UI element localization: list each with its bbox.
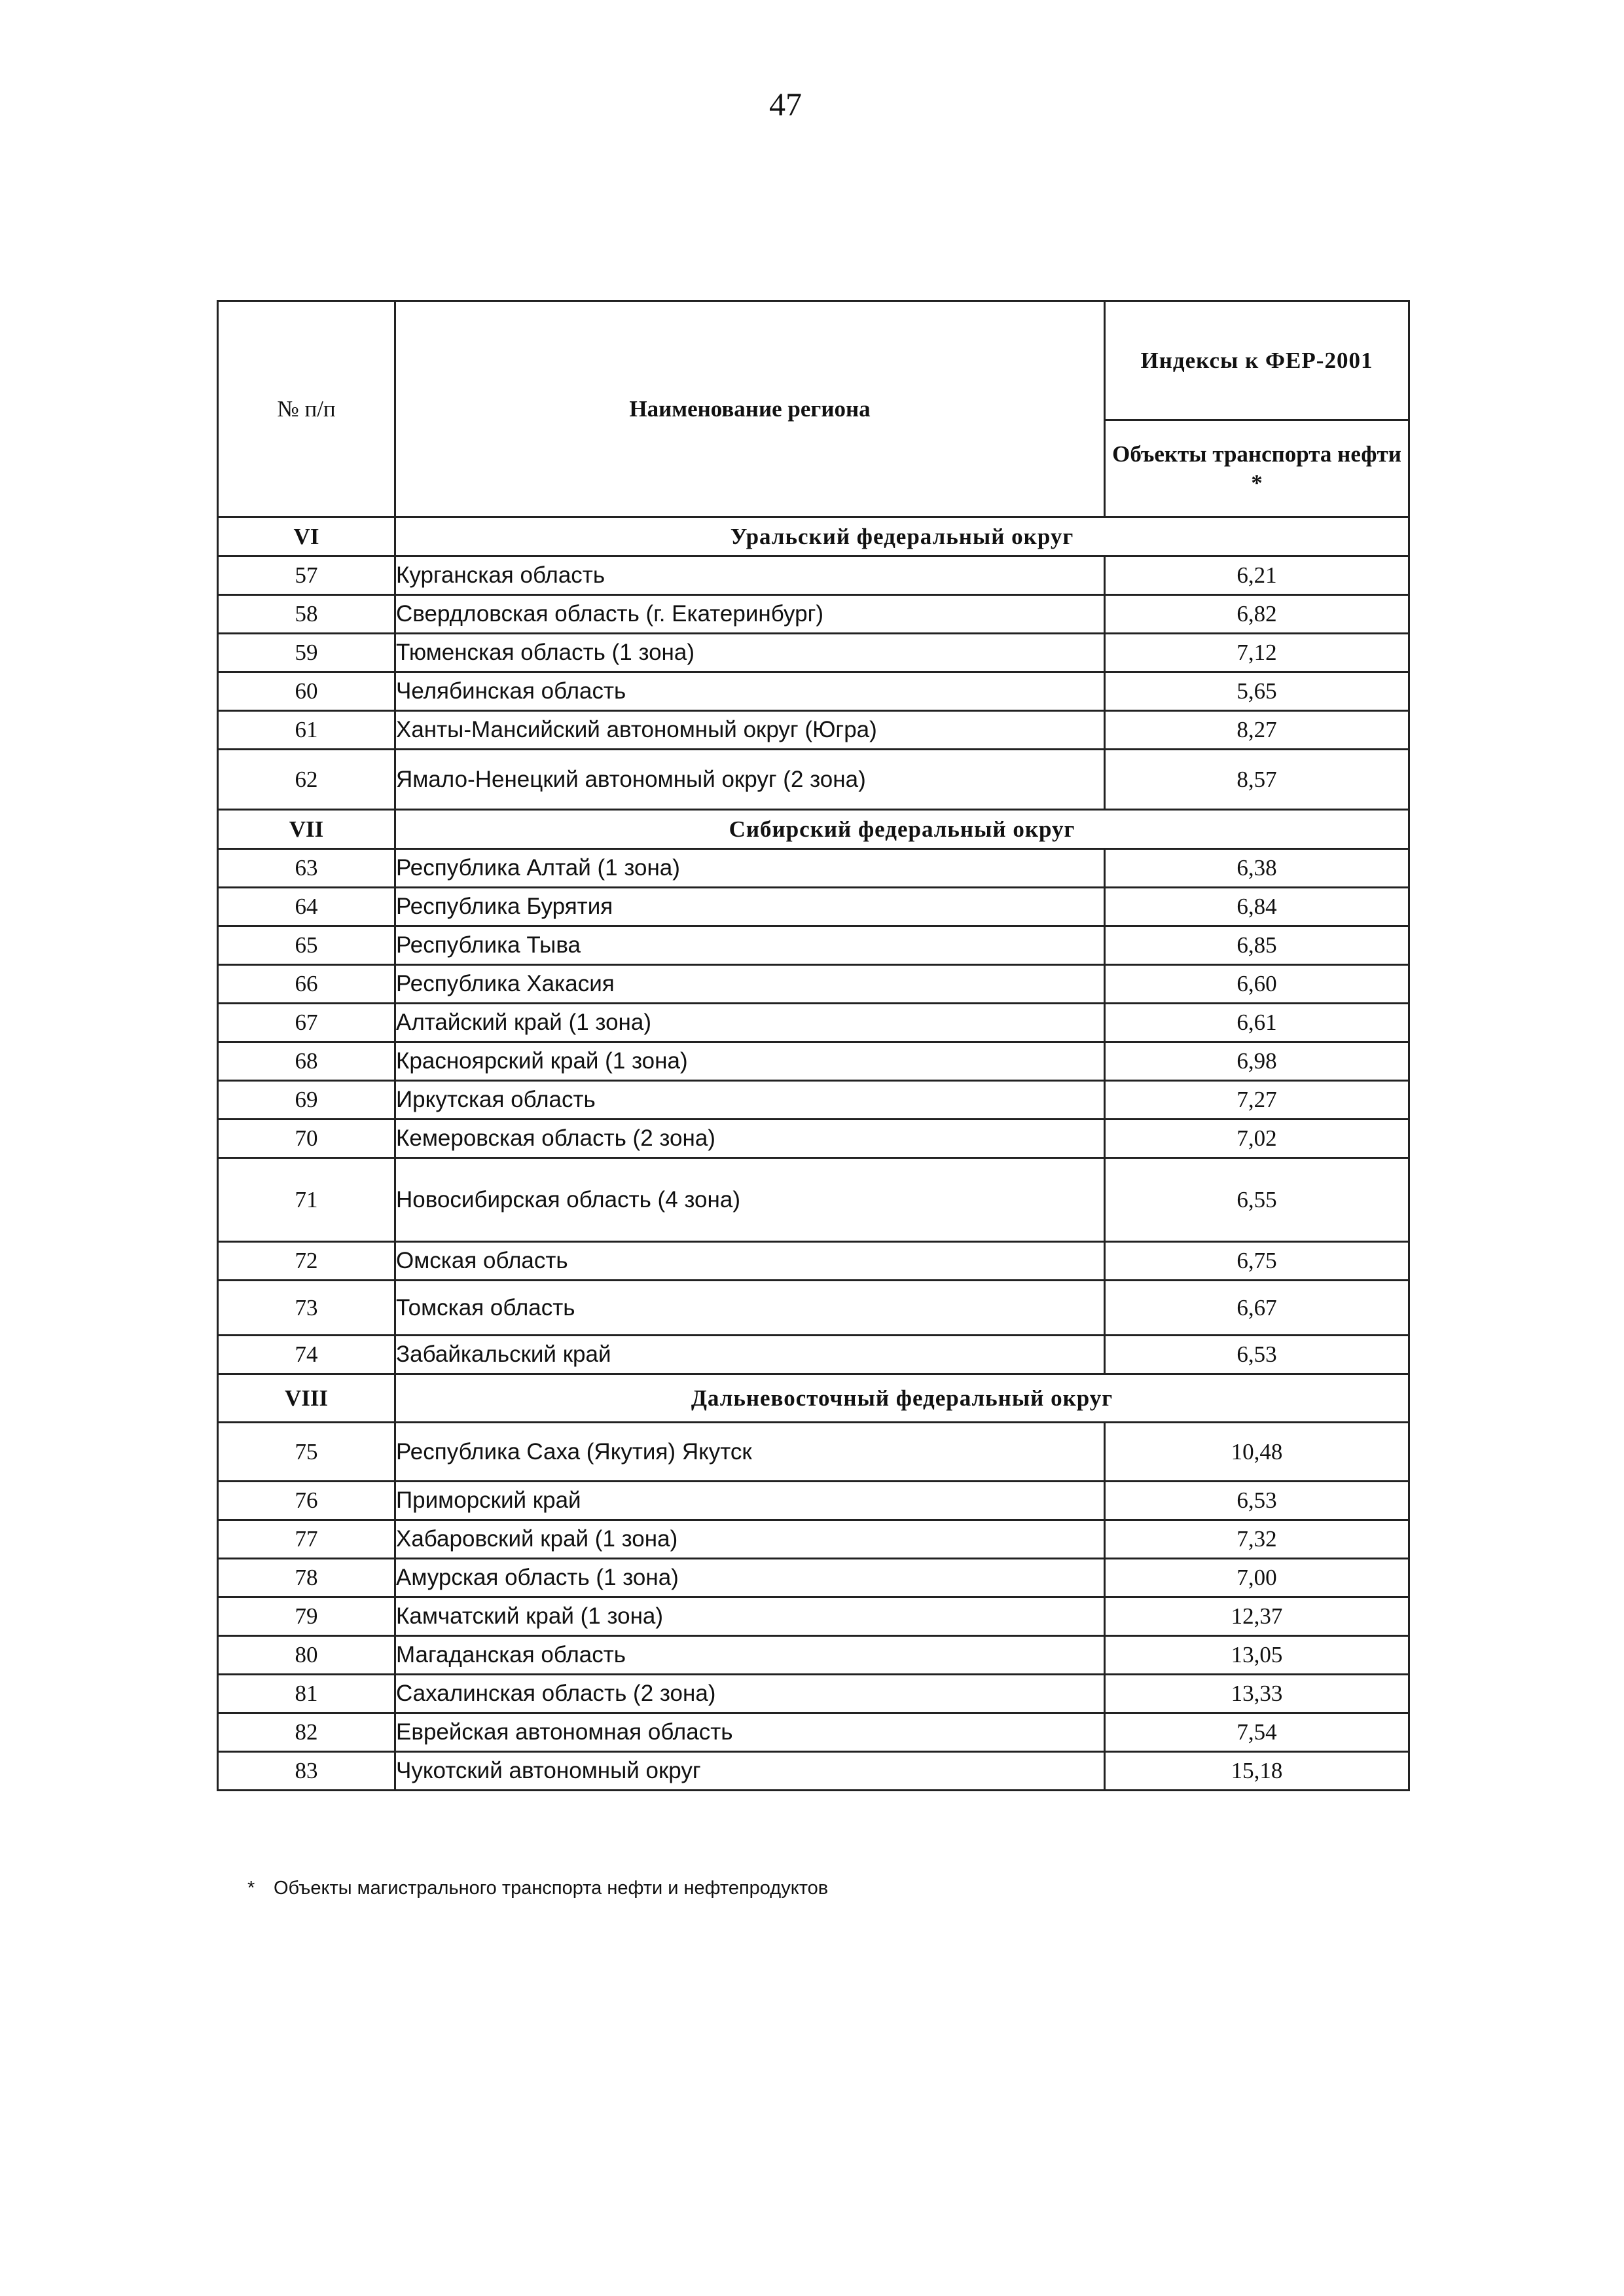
section-row — [218, 517, 1409, 556]
region-name: Челябинская область — [395, 672, 1105, 711]
region-name: Сахалинская область (2 зона) — [395, 1675, 1105, 1713]
index-value: 8,57 — [1105, 750, 1409, 810]
row-number: 71 — [218, 1158, 395, 1242]
table-row — [218, 1559, 1409, 1597]
section-title: Дальневосточный федеральный округ — [395, 1374, 1409, 1423]
table-row — [218, 672, 1409, 711]
region-name: Иркутская область — [395, 1081, 1105, 1120]
section-row — [218, 1374, 1409, 1423]
row-number: 82 — [218, 1713, 395, 1752]
section-number: VI — [218, 517, 395, 556]
section-title: Сибирский федеральный округ — [395, 810, 1409, 849]
region-name: Красноярский край (1 зона) — [395, 1042, 1105, 1081]
region-name: Амурская область (1 зона) — [395, 1559, 1105, 1597]
index-value: 6,85 — [1105, 926, 1409, 965]
row-number: 59 — [218, 634, 395, 672]
table-row — [218, 1520, 1409, 1559]
region-name: Томская область — [395, 1281, 1105, 1336]
table-row — [218, 634, 1409, 672]
row-number: 72 — [218, 1242, 395, 1281]
table-row — [218, 1423, 1409, 1482]
table-row — [218, 711, 1409, 750]
table-body — [218, 517, 1409, 1791]
index-value: 6,82 — [1105, 595, 1409, 634]
row-number: 78 — [218, 1559, 395, 1597]
region-name: Новосибирская область (4 зона) — [395, 1158, 1105, 1242]
index-value: 13,05 — [1105, 1636, 1409, 1675]
table-row — [218, 1281, 1409, 1336]
table-row — [218, 1042, 1409, 1081]
region-name: Омская область — [395, 1242, 1105, 1281]
index-value: 6,61 — [1105, 1004, 1409, 1042]
index-value: 6,98 — [1105, 1042, 1409, 1081]
region-name: Тюменская область (1 зона) — [395, 634, 1105, 672]
table-row — [218, 1242, 1409, 1281]
row-number: 73 — [218, 1281, 395, 1336]
row-number: 58 — [218, 595, 395, 634]
index-value: 6,67 — [1105, 1281, 1409, 1336]
table-row — [218, 556, 1409, 595]
row-number: 66 — [218, 965, 395, 1004]
region-name: Республика Бурятия — [395, 888, 1105, 926]
header-number: № п/п — [218, 301, 395, 517]
region-name: Магаданская область — [395, 1636, 1105, 1675]
region-name: Хабаровский край (1 зона) — [395, 1520, 1105, 1559]
index-value: 7,27 — [1105, 1081, 1409, 1120]
region-name: Забайкальский край — [395, 1336, 1105, 1374]
row-number: 83 — [218, 1752, 395, 1791]
index-value: 6,55 — [1105, 1158, 1409, 1242]
row-number: 68 — [218, 1042, 395, 1081]
section-number: VII — [218, 810, 395, 849]
region-name: Кемеровская область (2 зона) — [395, 1120, 1105, 1158]
table-row — [218, 965, 1409, 1004]
index-value: 6,53 — [1105, 1336, 1409, 1374]
index-value: 13,33 — [1105, 1675, 1409, 1713]
row-number: 65 — [218, 926, 395, 965]
row-number: 57 — [218, 556, 395, 595]
footnote-text: Объекты магистрального транспорта нефти и нефтепродуктов — [274, 1878, 829, 1899]
row-number: 81 — [218, 1675, 395, 1713]
section-row — [218, 810, 1409, 849]
table-row — [218, 750, 1409, 810]
region-name: Ханты-Мансийский автономный округ (Югра) — [395, 711, 1105, 750]
row-number: 70 — [218, 1120, 395, 1158]
region-name: Республика Хакасия — [395, 965, 1105, 1004]
row-number: 60 — [218, 672, 395, 711]
table-row — [218, 926, 1409, 965]
section-title: Уральский федеральный округ — [395, 517, 1409, 556]
index-value: 7,02 — [1105, 1120, 1409, 1158]
index-value: 10,48 — [1105, 1423, 1409, 1482]
region-name: Республика Алтай (1 зона) — [395, 849, 1105, 888]
index-value: 6,60 — [1105, 965, 1409, 1004]
index-value: 6,84 — [1105, 888, 1409, 926]
row-number: 62 — [218, 750, 395, 810]
footnote-marker: * — [247, 1878, 255, 1899]
table-row — [218, 1158, 1409, 1242]
index-value: 7,32 — [1105, 1520, 1409, 1559]
row-number: 76 — [218, 1482, 395, 1520]
header-region-name: Наименование региона — [395, 301, 1105, 517]
region-name: Ямало-Ненецкий автономный округ (2 зона) — [395, 750, 1105, 810]
table-row — [218, 888, 1409, 926]
row-number: 69 — [218, 1081, 395, 1120]
region-name: Чукотский автономный округ — [395, 1752, 1105, 1791]
index-value: 6,75 — [1105, 1242, 1409, 1281]
table-row — [218, 1482, 1409, 1520]
index-value: 6,38 — [1105, 849, 1409, 888]
index-value: 6,21 — [1105, 556, 1409, 595]
index-value: 7,54 — [1105, 1713, 1409, 1752]
row-number: 79 — [218, 1597, 395, 1636]
table-row — [218, 1597, 1409, 1636]
row-number: 61 — [218, 711, 395, 750]
row-number: 63 — [218, 849, 395, 888]
table-row — [218, 849, 1409, 888]
section-number: VIII — [218, 1374, 395, 1423]
table-row — [218, 1004, 1409, 1042]
index-value: 5,65 — [1105, 672, 1409, 711]
index-value: 7,00 — [1105, 1559, 1409, 1597]
footnote — [247, 1878, 828, 1899]
table-row — [218, 1752, 1409, 1791]
index-value: 7,12 — [1105, 634, 1409, 672]
index-value: 6,53 — [1105, 1482, 1409, 1520]
row-number: 64 — [218, 888, 395, 926]
row-number: 80 — [218, 1636, 395, 1675]
table-row — [218, 1636, 1409, 1675]
row-number: 74 — [218, 1336, 395, 1374]
row-number: 77 — [218, 1520, 395, 1559]
region-name: Алтайский край (1 зона) — [395, 1004, 1105, 1042]
index-value: 12,37 — [1105, 1597, 1409, 1636]
table-row — [218, 1336, 1409, 1374]
region-index-table — [217, 300, 1410, 1791]
header-index: Индексы к ФЕР-2001 — [1105, 301, 1409, 420]
page-number: 47 — [769, 86, 802, 122]
region-name: Камчатский край (1 зона) — [395, 1597, 1105, 1636]
row-number: 75 — [218, 1423, 395, 1482]
region-name: Свердловская область (г. Екатеринбург) — [395, 595, 1105, 634]
table-row — [218, 595, 1409, 634]
region-name: Еврейская автономная область — [395, 1713, 1105, 1752]
region-name: Курганская область — [395, 556, 1105, 595]
region-name: Республика Тыва — [395, 926, 1105, 965]
region-name: Республика Саха (Якутия) Якутск — [395, 1423, 1105, 1482]
row-number: 67 — [218, 1004, 395, 1042]
table-row — [218, 1713, 1409, 1752]
table-row — [218, 1081, 1409, 1120]
region-name: Приморский край — [395, 1482, 1105, 1520]
index-value: 15,18 — [1105, 1752, 1409, 1791]
table-row — [218, 1120, 1409, 1158]
index-value: 8,27 — [1105, 711, 1409, 750]
header-index-subheading: Объекты транспорта нефти * — [1105, 420, 1409, 517]
table-row — [218, 1675, 1409, 1713]
